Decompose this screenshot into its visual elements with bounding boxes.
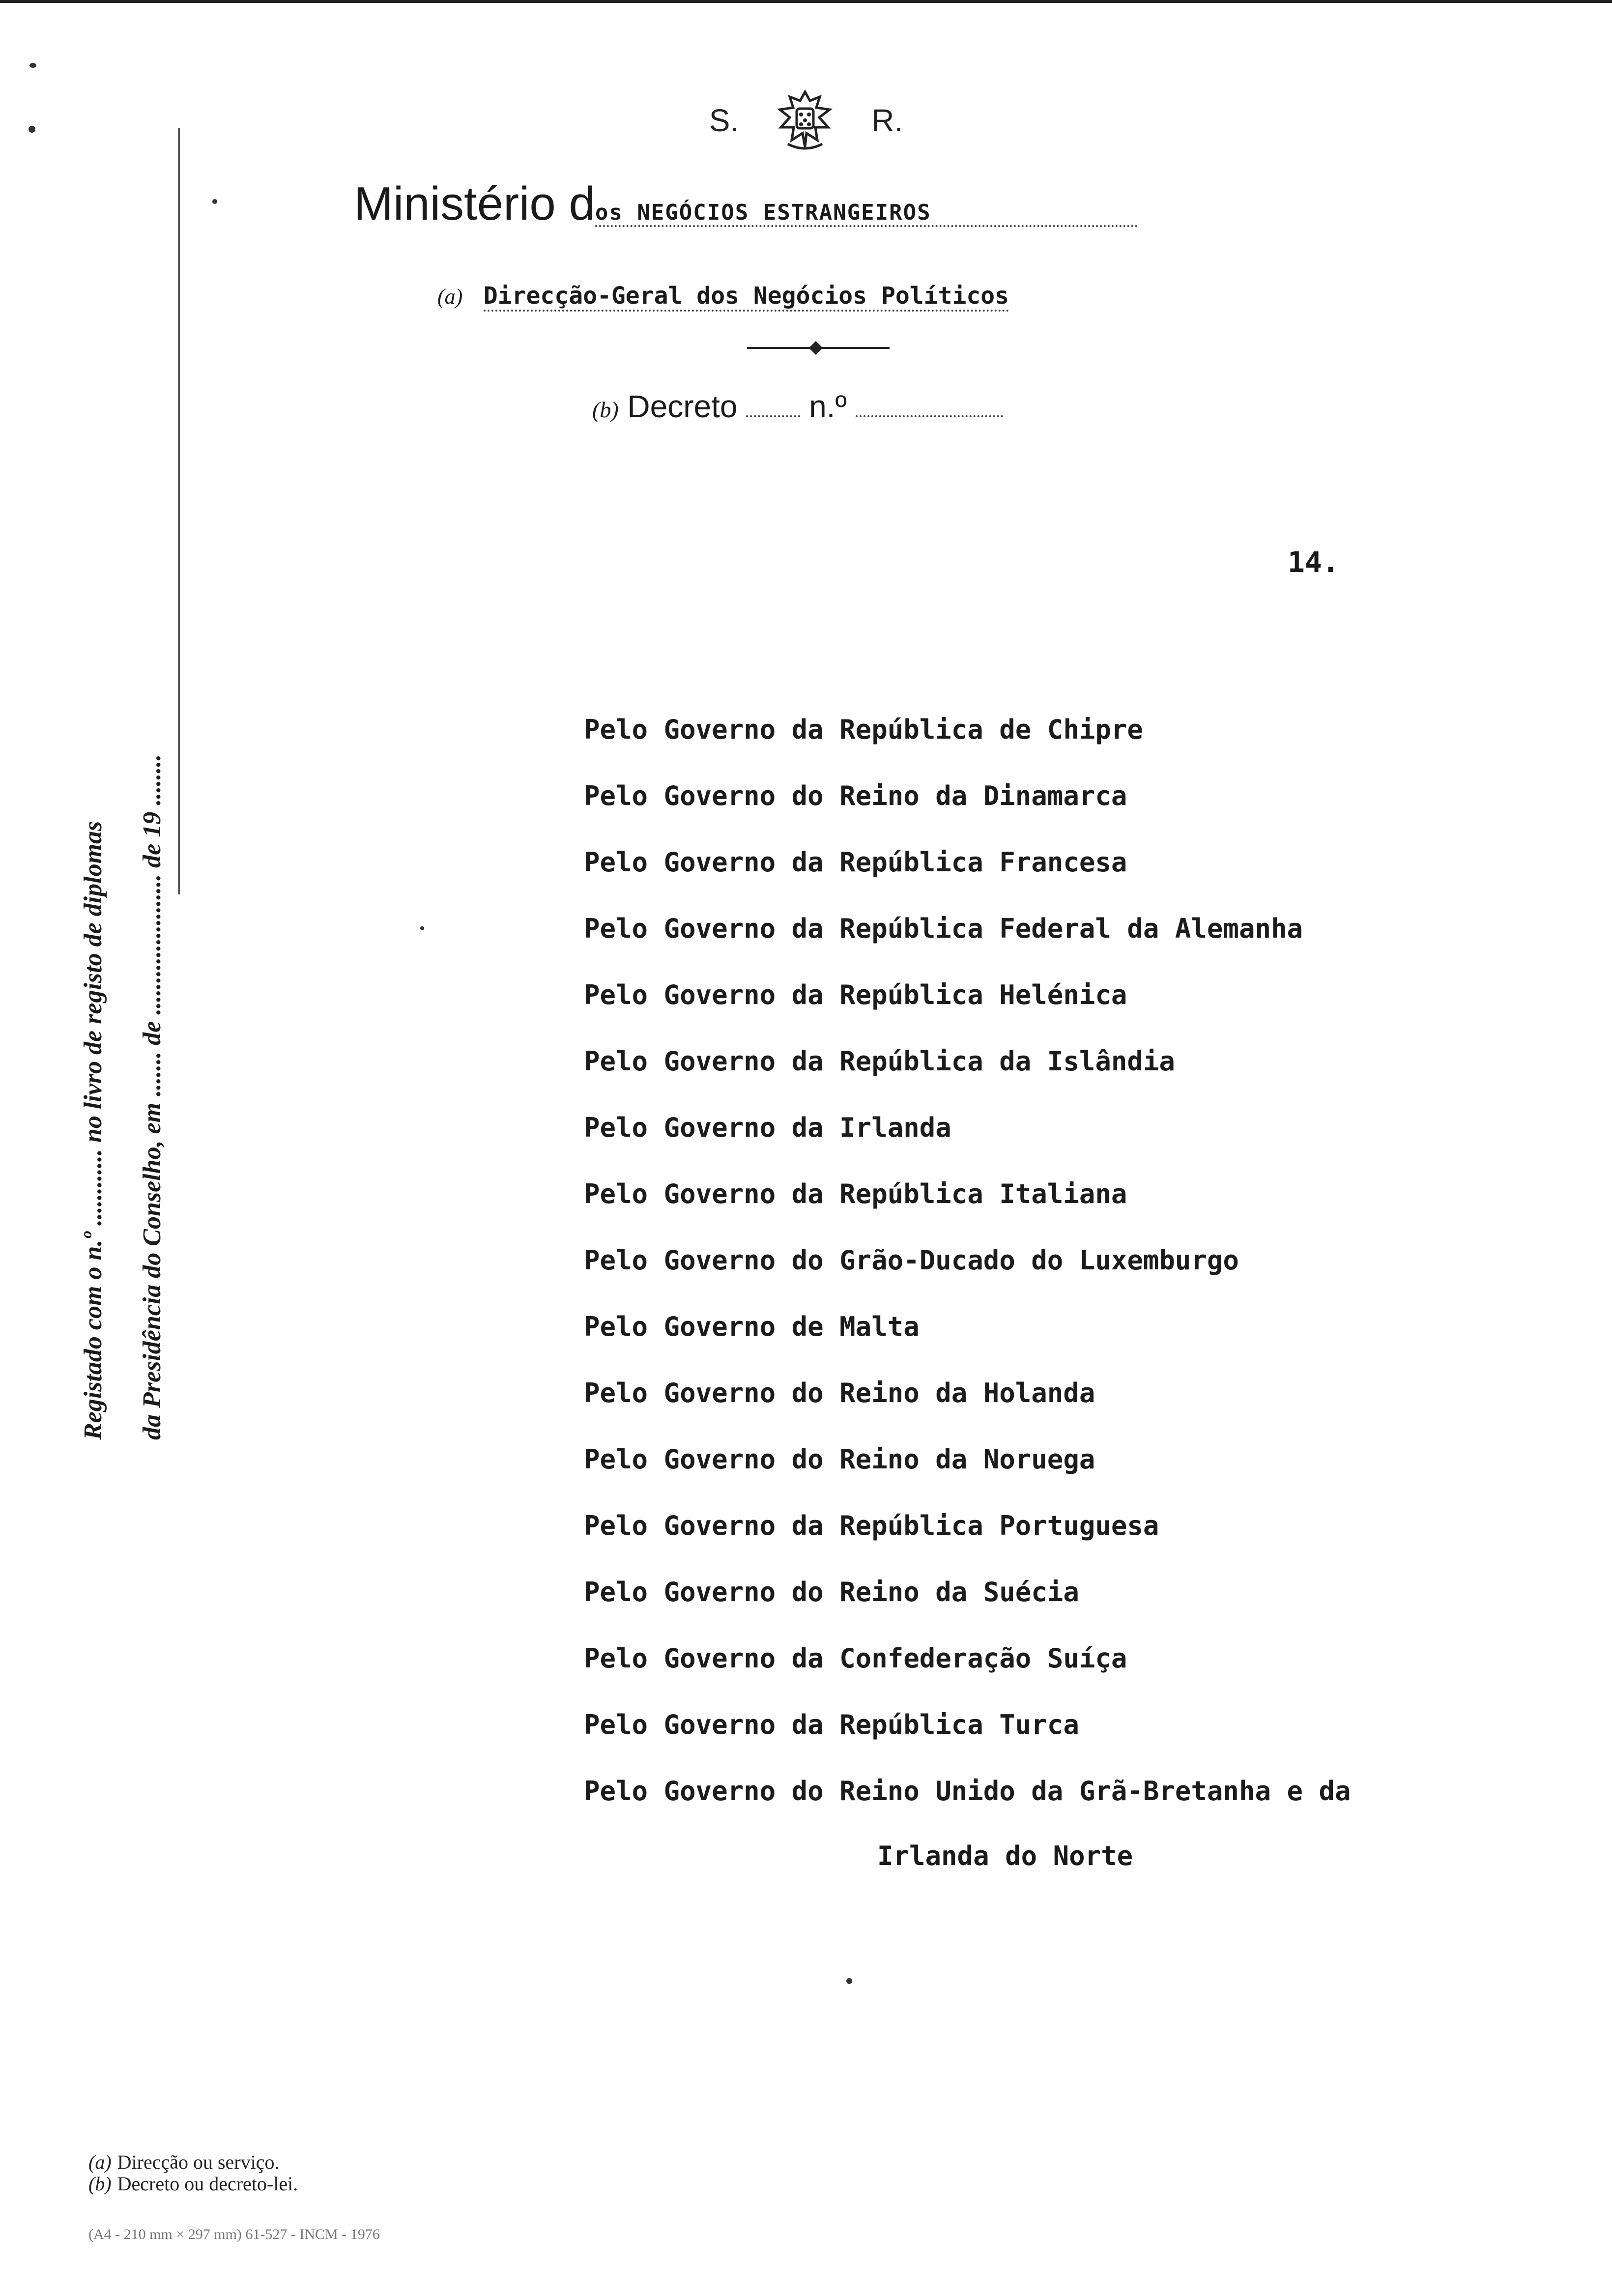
- direction-line: [437, 281, 1009, 310]
- signatory-line: Pelo Governo de Malta: [584, 1311, 920, 1342]
- signatory-line: Pelo Governo da República Francesa: [584, 847, 1127, 878]
- signatory-line: Pelo Governo do Reino da Dinamarca: [584, 780, 1127, 811]
- direction-name: Direcção-Geral dos Negócios Políticos: [484, 282, 1009, 312]
- state-letter-s: S.: [709, 103, 739, 138]
- registration-line: Registado com o n.º ............ no livro de registo de diplomas: [79, 821, 107, 1440]
- signatory-line: Pelo Governo do Reino Unido da Grã-Bretanha e da: [584, 1776, 1351, 1807]
- ministry-prefix: Ministério d: [354, 177, 595, 230]
- signatory-line: Pelo Governo do Reino da Suécia: [584, 1577, 1079, 1607]
- registration-margin-note: [74, 604, 192, 1440]
- signatory-line: Pelo Governo da Irlanda: [584, 1112, 951, 1143]
- ministry-line: [354, 177, 1138, 231]
- footnotes: [88, 2152, 298, 2195]
- signatory-line: Pelo Governo da República da Islândia: [584, 1046, 1175, 1077]
- direction-marker: (a): [437, 285, 463, 309]
- presidency-line: da Presidência do Conselho, em ....... de ...................... de 19 ........: [138, 754, 166, 1440]
- footnote-text: Decreto ou decreto-lei.: [117, 2173, 298, 2195]
- top-border-rule: [0, 0, 1612, 3]
- decree-line: [592, 388, 1003, 425]
- signatory-line: Pelo Governo da Confederação Suíça: [584, 1643, 1127, 1674]
- signatory-line: Pelo Governo do Grão-Ducado do Luxemburgo: [584, 1245, 1239, 1276]
- ministry-name: os NEGÓCIOS ESTRANGEIROS: [595, 200, 1138, 227]
- signatory-line: Pelo Governo da República Italiana: [584, 1178, 1127, 1209]
- scan-speck: [846, 1978, 852, 1984]
- print-code: (A4 - 210 mm × 297 mm) 61-527 - INCM - 1976: [88, 2226, 380, 2242]
- signatory-line: Pelo Governo da República de Chipre: [584, 714, 1143, 745]
- decree-label: Decreto: [627, 389, 738, 424]
- signatory-line: Pelo Governo da República Turca: [584, 1709, 1079, 1740]
- signatory-line: Pelo Governo da República Portuguesa: [584, 1510, 1159, 1541]
- page-number: 14.: [1288, 545, 1339, 579]
- decree-number-blank: [856, 410, 1003, 417]
- coat-of-arms-icon: [768, 86, 842, 155]
- signatory-list: [584, 715, 1351, 1843]
- divider-diamond-icon: [809, 341, 823, 355]
- scan-speck: [420, 926, 424, 930]
- scan-speck: [29, 126, 35, 133]
- signatory-line: Pelo Governo do Reino da Noruega: [584, 1444, 1095, 1475]
- footnote-b: [88, 2173, 298, 2195]
- state-header: [0, 84, 1612, 157]
- signatory-line: Pelo Governo da República Helénica: [584, 979, 1127, 1010]
- footnote-key: (a): [88, 2151, 112, 2173]
- signatory-line: Pelo Governo da República Federal da Alemanha: [584, 913, 1303, 944]
- scan-speck: [212, 199, 217, 204]
- scan-speck: [29, 63, 36, 68]
- decree-number-label: n.º: [809, 389, 847, 424]
- footnote-a: [88, 2152, 298, 2173]
- footnote-key: (b): [88, 2173, 112, 2195]
- footnote-text: Direcção ou serviço.: [117, 2151, 280, 2173]
- signatory-continuation: Irlanda do Norte: [877, 1840, 1133, 1871]
- state-letter-r: R.: [871, 103, 903, 138]
- decree-blank: [746, 410, 800, 417]
- decree-marker: (b): [592, 397, 619, 422]
- signatory-line: Pelo Governo do Reino da Holanda: [584, 1378, 1095, 1408]
